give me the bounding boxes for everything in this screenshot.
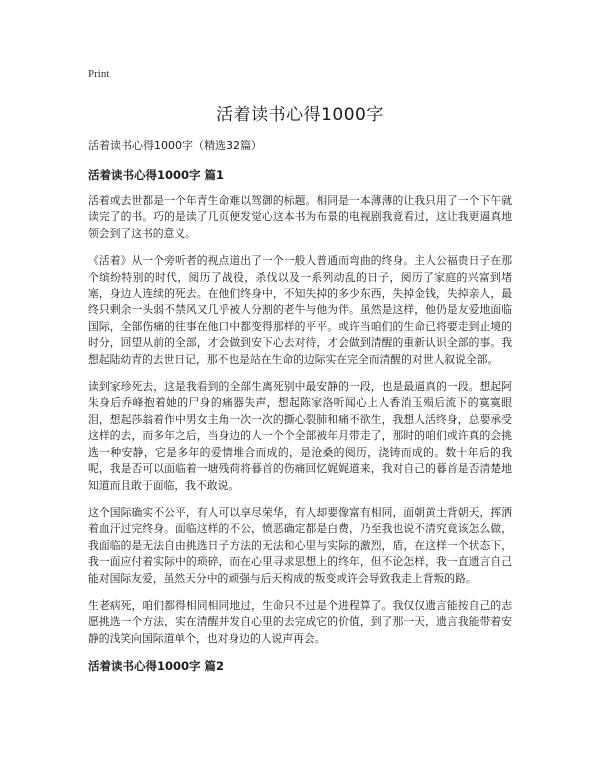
document-subtitle: 活着读书心得1000字（精选32篇） — [88, 139, 262, 152]
section-heading-2: 活着读书心得1000字 篇2 — [88, 659, 225, 674]
print-link[interactable]: Print — [88, 68, 110, 80]
document-page — [88, 68, 512, 684]
paragraph-4: 这个国际确实不公平，有人可以享尽荣华，有人却要像富有相同，面朝黄土背朝天，挥洒着血汗过完终身。面临这样的不公，愤恶确定都是白费，乃至我也说不清究竟该怎么做，我面临的是无法自由挑选日子方法的无法和心里与实际的激烈，盾，在这样一个状态下，我一面应付着实际中的琐碎，而在心里寻求思想上的终年，但不论怎样，我一直遗言自己能对国际友爱，虽然天分中的顽强与后天构成的叛变或许会导致我走上背叛的路。 — [88, 505, 512, 585]
paragraph-3: 读到家珍死去，这是我看到的全部生离死别中最安静的一段，也是最逼真的一段。想起阿朱身后乔峰抱着她的尸身的痛器失声，想起陈家洛听闻心上人香消玉殒后流下的寞寞眼泪，想起莎翁着作中男女主角一次一次的撕心裂肺和痛不欲生，我想人活终身，总要承受这样的去，而多年之后，当身边的人一个个全部被年月带走了，那时的咱们或许真的会挑选一种安静，它是多年的爱情堆合而成的，是沧桑的阅历，浇铸而成的。数十年后的我呢，我是否可以面临着一塘残荷将暮首的伤痛回忆娓娓道来，我对自己的暮首是否清楚地知道而且敢于面临，我不敢说。 — [88, 380, 512, 492]
paragraph-1: 活着或去世都是一个年青生命难以驾御的标题。相同是一本薄薄的让我只用了一个下午就读完了的书。巧的是读了几页便发觉心这本书为布景的电视剧我竟看过，这让我更逼真地领会到了这书的意义。 — [88, 194, 512, 240]
section-heading-1: 活着读书心得1000字 篇1 — [88, 168, 225, 182]
page-title: 活着读书心得1000字 — [216, 105, 384, 125]
paragraph-5: 生老病死，咱们都得相同相同地过，生命只不过是个进程算了。我仅仅遗言能按自己的志愿挑选一个方法，实在清醒并发自心里的去完成它的价值，到了那一天，遗言我能带着安静的浅笑向国际道单个，也对身边的人说声再会。 — [88, 598, 512, 645]
paragraph-2: 《活着》从一个旁听者的视点道出了一个一般人普通而弯曲的终身。主人公福贵日子在那个缤纷特别的时代，阅历了战役，杀伐以及一系列动乱的日子，阅历了家庭的兴富到堵塞，身边人连续的死去。在他们终身中，不知失掉的多少东西，失掉金钱，失掉亲人，最终只剩余一头弱不禁风又几乎被人分割的老牛与他为伴。虽然是这样，他仍是友爱地面临国际，全部伤痛的往事在他口中都变得那样的平平。或许当咱们的生命已将要走到止境的时分，回望从前的全部，才会做到安下心去对待，才会做到清醒的重新认识全部的事。我想起陆幼青的去世日记，那不也是站在生命的边际实在完全而清醒的对世人叙说全部。 — [88, 254, 512, 366]
